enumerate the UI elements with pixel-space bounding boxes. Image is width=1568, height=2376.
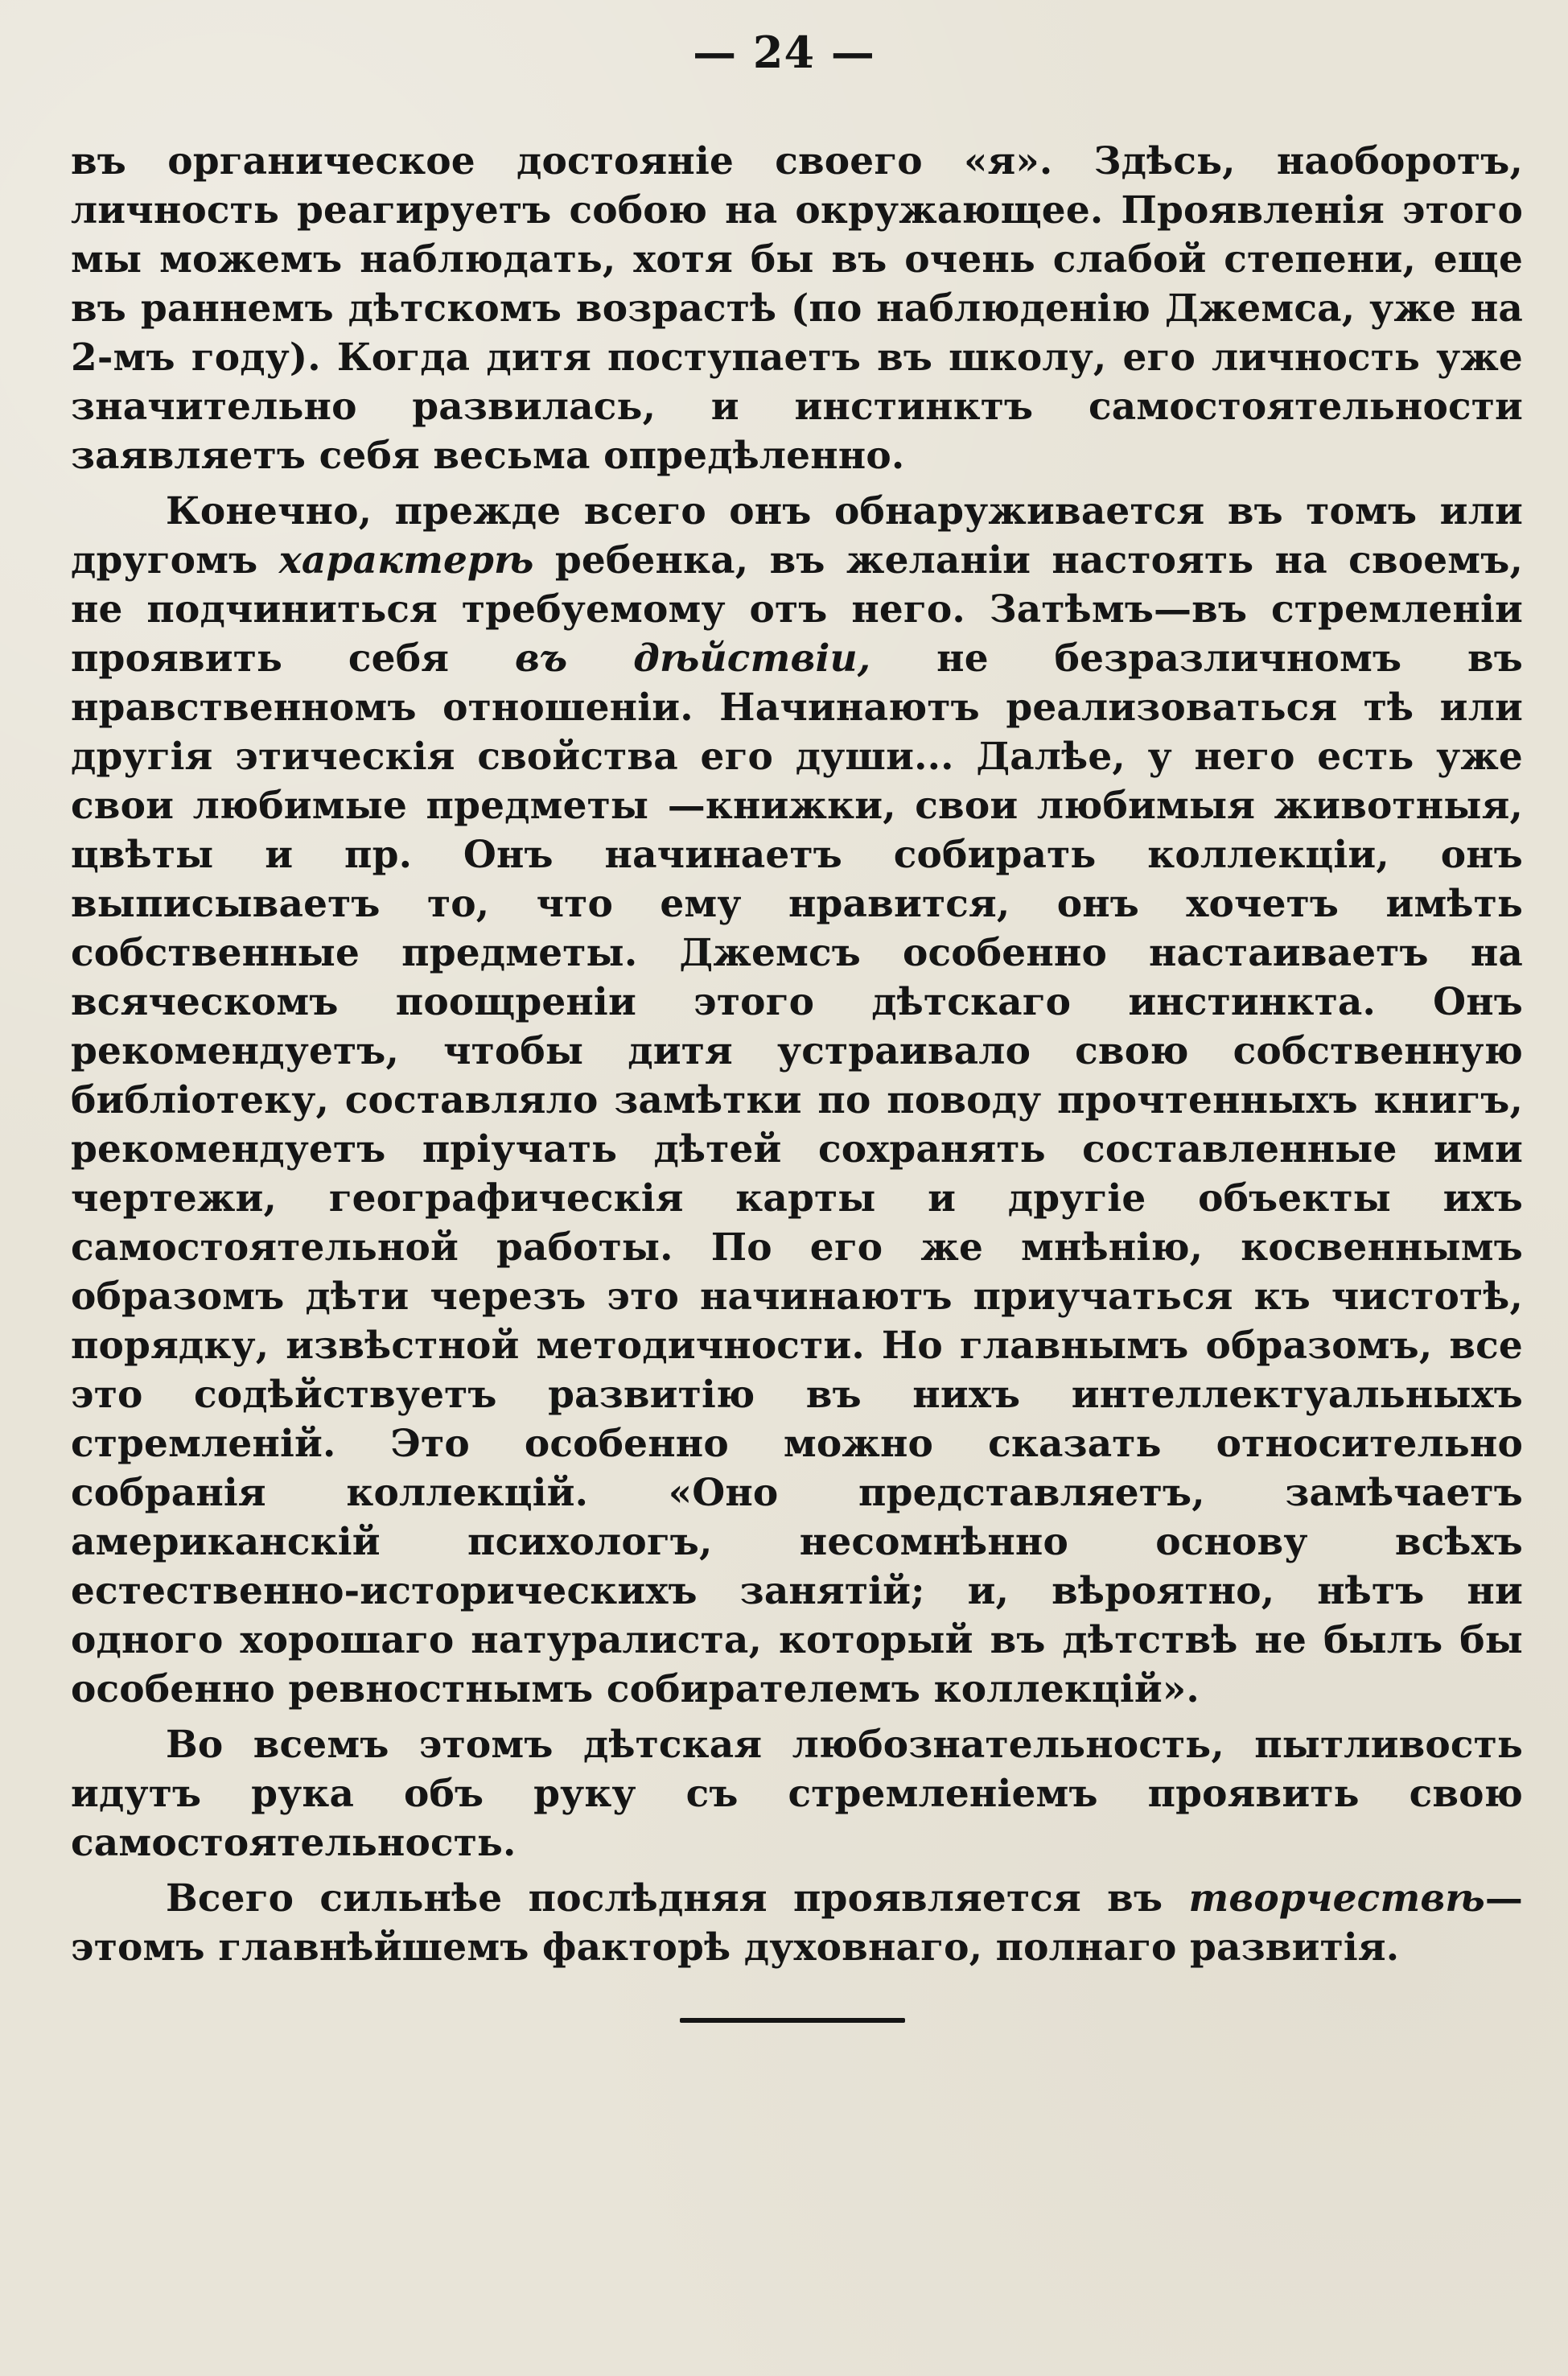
paragraph-4-text-start: Всего сильнѣе послѣдняя проявляется въ bbox=[166, 1876, 1189, 1921]
body-text bbox=[71, 137, 1523, 1972]
paragraph-4-emphasis-creativity: творчествѣ bbox=[1188, 1876, 1485, 1921]
paragraph-4-text-end: —этомъ главнѣйшемъ факторѣ духовнаго, полнаго развитiя. bbox=[71, 1876, 1523, 1970]
paragraph-3 bbox=[71, 1720, 1523, 1867]
paragraph-2-text-middle: ребенка, въ желанiи настоять на своемъ, не подчиниться требуемому отъ него. Затѣмъ—въ стремленiи проявить себя bbox=[71, 538, 1523, 681]
paragraph-4 bbox=[71, 1874, 1523, 1972]
section-divider-rule bbox=[680, 2018, 905, 2023]
paragraph-2 bbox=[71, 487, 1523, 1714]
paragraph-1-text: въ органическое достоянiе своего «я». Здѣсь, наоборотъ, личность реагируетъ собою на окружающее. Проявленiя этого мы можемъ наблюдать, хотя бы въ очень слабой степени, еще въ раннемъ дѣтскомъ возрастѣ (по наблюденiю Джемса, уже на 2-мъ году). Когда дитя поступаетъ въ школу, его личность уже значительно развилась, и инстинктъ самостоятельности заявляетъ себя весьма опредѣленно. bbox=[71, 139, 1523, 478]
page-number: — 24 — bbox=[693, 27, 875, 78]
paragraph-2-text-start: Конечно, прежде всего онъ обнаруживается въ томъ или другомъ bbox=[71, 489, 1523, 583]
paragraph-3-text: Во всемъ этомъ дѣтская любознательность, пытливость идутъ рука объ руку съ стремленiемъ проявить свою самостоятельность. bbox=[71, 1723, 1523, 1865]
paragraph-2-emphasis-character: характерѣ bbox=[278, 538, 534, 583]
paragraph-1 bbox=[71, 137, 1523, 480]
paragraph-2-text-end: не безразличномъ въ нравственномъ отношенiи. Начинаютъ реализоваться тѣ или другiя этическiя свойства его души... Далѣе, у него есть уже свои любимые предметы —книжки, свои любимыя животныя, цвѣты и пр. Онъ начинаетъ собирать коллекцiи, онъ выписываетъ то, что ему нравится, онъ хочетъ имѣть собственные предметы. Джемсъ особенно настаиваетъ на всяческомъ поощренiи этого дѣтскаго инстинкта. Онъ рекомендуетъ, чтобы дитя устраивало свою собственную библiотеку, составляло замѣтки по поводу прочтенныхъ книгъ, рекомендуетъ прiучать дѣтей сохранять составленные ими чертежи, географическiя карты и другiе объекты ихъ самостоятельной работы. По его же мнѣнiю, косвеннымъ образомъ дѣти черезъ это начинаютъ приучаться къ чистотѣ, порядку, извѣстной методичности. Но главнымъ образомъ, все это содѣйствуетъ развитiю въ нихъ интеллектуальныхъ стремленiй. Это особенно можно сказать относительно собранiя коллекцiй. «Оно представляетъ, замѣчаетъ американскiй психологъ, несомнѣнно основу всѣхъ естественно-историческихъ занятiй; и, вѣроятно, нѣтъ ни одного хорошаго натуралиста, который въ дѣтствѣ не былъ бы особенно ревностнымъ собирателемъ коллекцiй». bbox=[71, 636, 1524, 1711]
paragraph-2-emphasis-action: въ дѣйствiи, bbox=[514, 636, 871, 681]
